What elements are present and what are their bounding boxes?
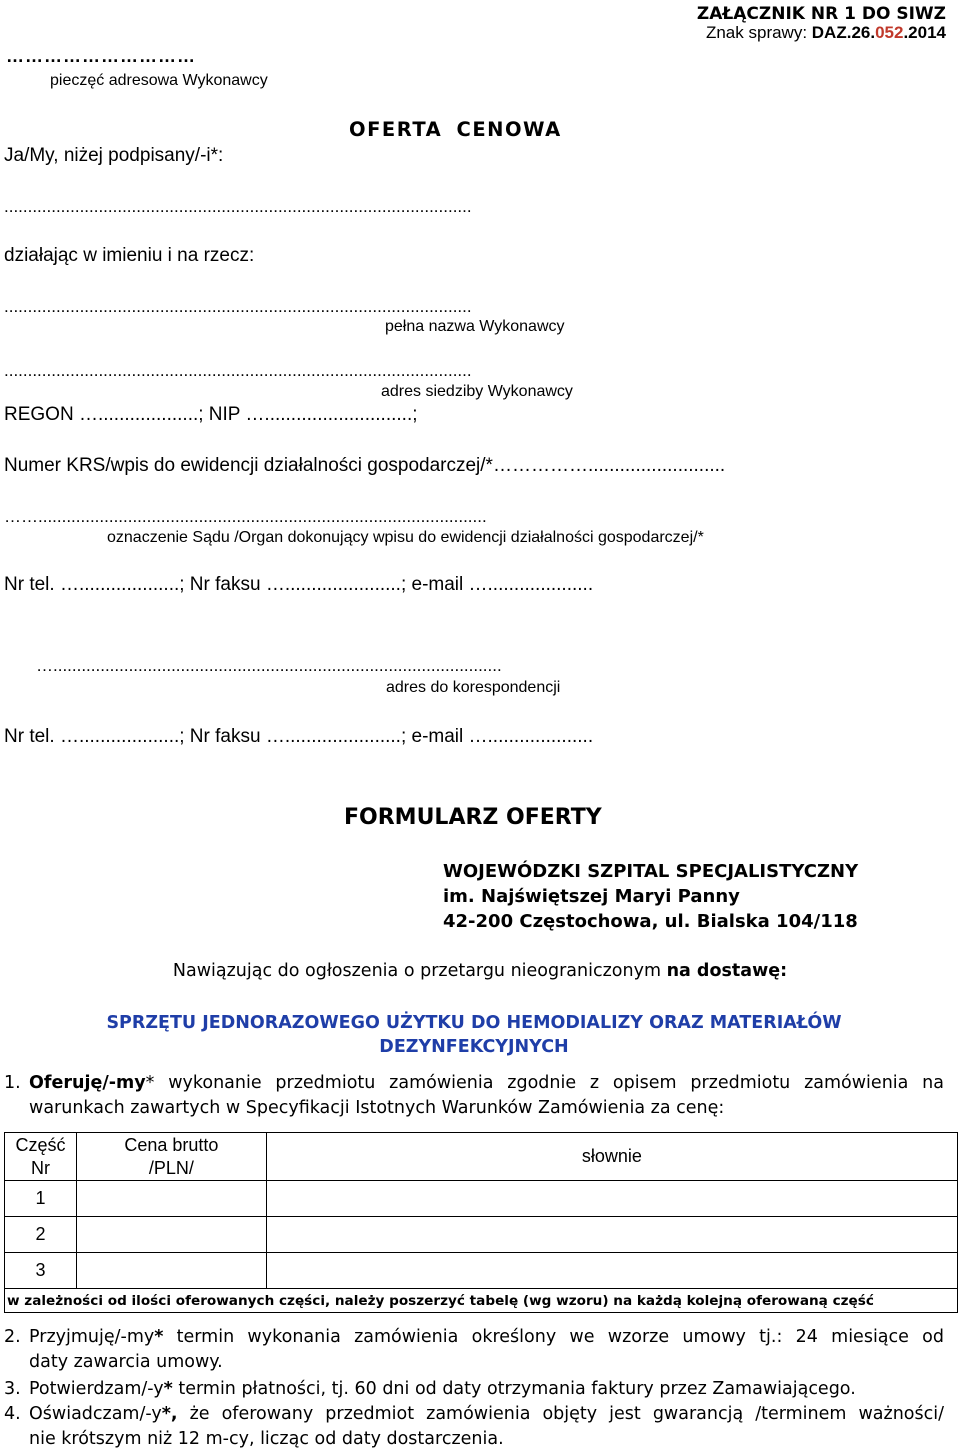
stamp-dots: ………………………… xyxy=(6,46,196,66)
recipient-address xyxy=(443,859,858,934)
dots-line-5: …............................................................................................... xyxy=(36,656,502,675)
item-2-text-a: Przyjmuję/-my xyxy=(29,1327,155,1347)
item-3-text-b: * xyxy=(163,1379,173,1399)
item-1-line-2: warunkach zawartych w Specyfikacji Istotnych Warunków Zamówienia za cenę: xyxy=(29,1098,725,1118)
col-words-header-label: słownie xyxy=(581,1146,642,1166)
item-2-number: 2. xyxy=(4,1327,21,1347)
tender-subject xyxy=(0,1011,948,1059)
item-4-line-2: nie krótszym niż 12 m-cy, licząc od daty dostarczenia. xyxy=(29,1429,504,1449)
case-number-suffix: .2014 xyxy=(903,23,946,42)
words-cell[interactable] xyxy=(266,1217,957,1253)
seat-caption: adres siedziby Wykonawcy xyxy=(381,383,573,400)
part-cell: 2 xyxy=(5,1217,77,1253)
table-row xyxy=(5,1181,958,1217)
contact-line-2: Nr tel. …...................; Nr faksu …......................; e-mail ….................... xyxy=(4,726,594,747)
price-cell[interactable] xyxy=(76,1217,266,1253)
item-3 xyxy=(4,1377,944,1402)
case-number-prefix: DAZ.26. xyxy=(811,23,876,42)
dots-line-3: ................................................................................................... xyxy=(4,361,472,380)
tender-subject-line-2: DEZYNFEKCYJNYCH xyxy=(379,1037,569,1057)
part-cell: 3 xyxy=(5,1253,77,1289)
price-table-header-row xyxy=(5,1133,958,1181)
correspondence-caption: adres do korespondencji xyxy=(386,679,561,696)
recipient-line-2: im. Najświętszej Maryi Panny xyxy=(443,886,740,907)
price-table xyxy=(4,1132,958,1313)
price-cell[interactable] xyxy=(76,1181,266,1217)
offer-title: OFERTA CENOWA xyxy=(349,118,562,141)
col-price-header-l1: Cena brutto xyxy=(124,1134,219,1155)
item-2-text-b: * xyxy=(154,1327,164,1347)
tender-subject-line-1: SPRZĘTU JEDNORAZOWEGO UŻYTKU DO HEMODIALIZY ORAZ MATERIAŁÓW xyxy=(106,1013,842,1033)
item-3-number: 3. xyxy=(4,1379,21,1399)
case-number xyxy=(706,23,946,43)
signed-label: Ja/My, niżej podpisany/-i*: xyxy=(4,145,224,166)
acting-label: działając w imieniu i na rzecz: xyxy=(4,245,255,266)
case-number-highlight: 052 xyxy=(875,23,904,42)
regon-nip-line: REGON …...................; NIP …............................; xyxy=(4,404,418,425)
col-part-header-l2: Nr xyxy=(30,1157,50,1178)
tender-intro-bold: na dostawę: xyxy=(666,961,788,981)
item-1-bold: Oferuję/-my xyxy=(29,1073,146,1093)
attachment-label: ZAŁĄCZNIK NR 1 DO SIWZ xyxy=(696,4,946,24)
item-4-number: 4. xyxy=(4,1404,21,1424)
price-table-note: w zależności od ilości oferowanych części, należy poszerzyć tabelę (wg wzoru) na każdą kolejną oferowaną część xyxy=(5,1289,958,1313)
recipient-line-1: WOJEWÓDZKI SZPITAL SPECJALISTYCZNY xyxy=(443,861,859,882)
item-3-text-c: termin płatności, tj. 60 dni od daty otrzymania faktury przez Zamawiającego. xyxy=(172,1379,856,1399)
recipient-line-3: 42-200 Częstochowa, ul. Bialska 104/118 xyxy=(443,911,858,932)
dots-line-2: ................................................................................................... xyxy=(4,297,472,316)
tender-intro-text: Nawiązując do ogłoszenia o przetargu nieograniczonym xyxy=(172,961,667,981)
form-title: FORMULARZ OFERTY xyxy=(344,805,602,830)
dots-line-1: ................................................................................................... xyxy=(4,197,472,216)
krs-line: Numer KRS/wpis do ewidencji działalności gospodarczej/*…………….......................... xyxy=(4,455,726,476)
item-4-text-c: że oferowany przedmiot zamówienia objęty jest gwarancją /terminem ważności/ xyxy=(177,1404,944,1424)
dots-line-4: ……............................................................................................... xyxy=(4,507,487,526)
case-number-label: Znak sprawy: xyxy=(705,23,812,42)
item-2 xyxy=(4,1325,944,1375)
col-price-header-l2: /PLN/ xyxy=(148,1157,194,1178)
col-words-header xyxy=(266,1133,957,1181)
item-2-line-2: daty zawarcia umowy. xyxy=(29,1352,223,1372)
words-cell[interactable] xyxy=(266,1181,957,1217)
stamp-label: pieczęć adresowa Wykonawcy xyxy=(50,72,268,89)
item-3-text-a: Potwierdzam/-y xyxy=(29,1379,164,1399)
full-name-caption: pełna nazwa Wykonawcy xyxy=(385,318,565,335)
table-row xyxy=(5,1217,958,1253)
item-1-line-1: * wykonanie przedmiotu zamówienia zgodnie z opisem przedmiotu zamówienia na xyxy=(145,1073,944,1093)
col-price-header xyxy=(76,1133,266,1181)
item-1-number: 1. xyxy=(4,1073,21,1093)
table-row xyxy=(5,1253,958,1289)
item-4 xyxy=(4,1402,944,1452)
item-4-text-b: *, xyxy=(161,1404,178,1424)
contact-line-1: Nr tel. …...................; Nr faksu …......................; e-mail ….................... xyxy=(4,574,594,595)
item-4-text-a: Oświadczam/-y xyxy=(29,1404,162,1424)
col-part-header-l1: Część xyxy=(15,1134,66,1155)
price-table-note-row xyxy=(5,1289,958,1313)
item-2-text-c: termin wykonania zamówienia określony we wzorze umowy tj.: 24 miesiące od xyxy=(163,1327,944,1347)
col-part-header xyxy=(5,1133,77,1181)
court-caption: oznaczenie Sądu /Organ dokonujący wpisu do ewidencji działalności gospodarczej/* xyxy=(107,529,704,546)
price-cell[interactable] xyxy=(76,1253,266,1289)
item-1 xyxy=(4,1071,944,1121)
part-cell: 1 xyxy=(5,1181,77,1217)
words-cell[interactable] xyxy=(266,1253,957,1289)
tender-intro xyxy=(0,961,960,981)
